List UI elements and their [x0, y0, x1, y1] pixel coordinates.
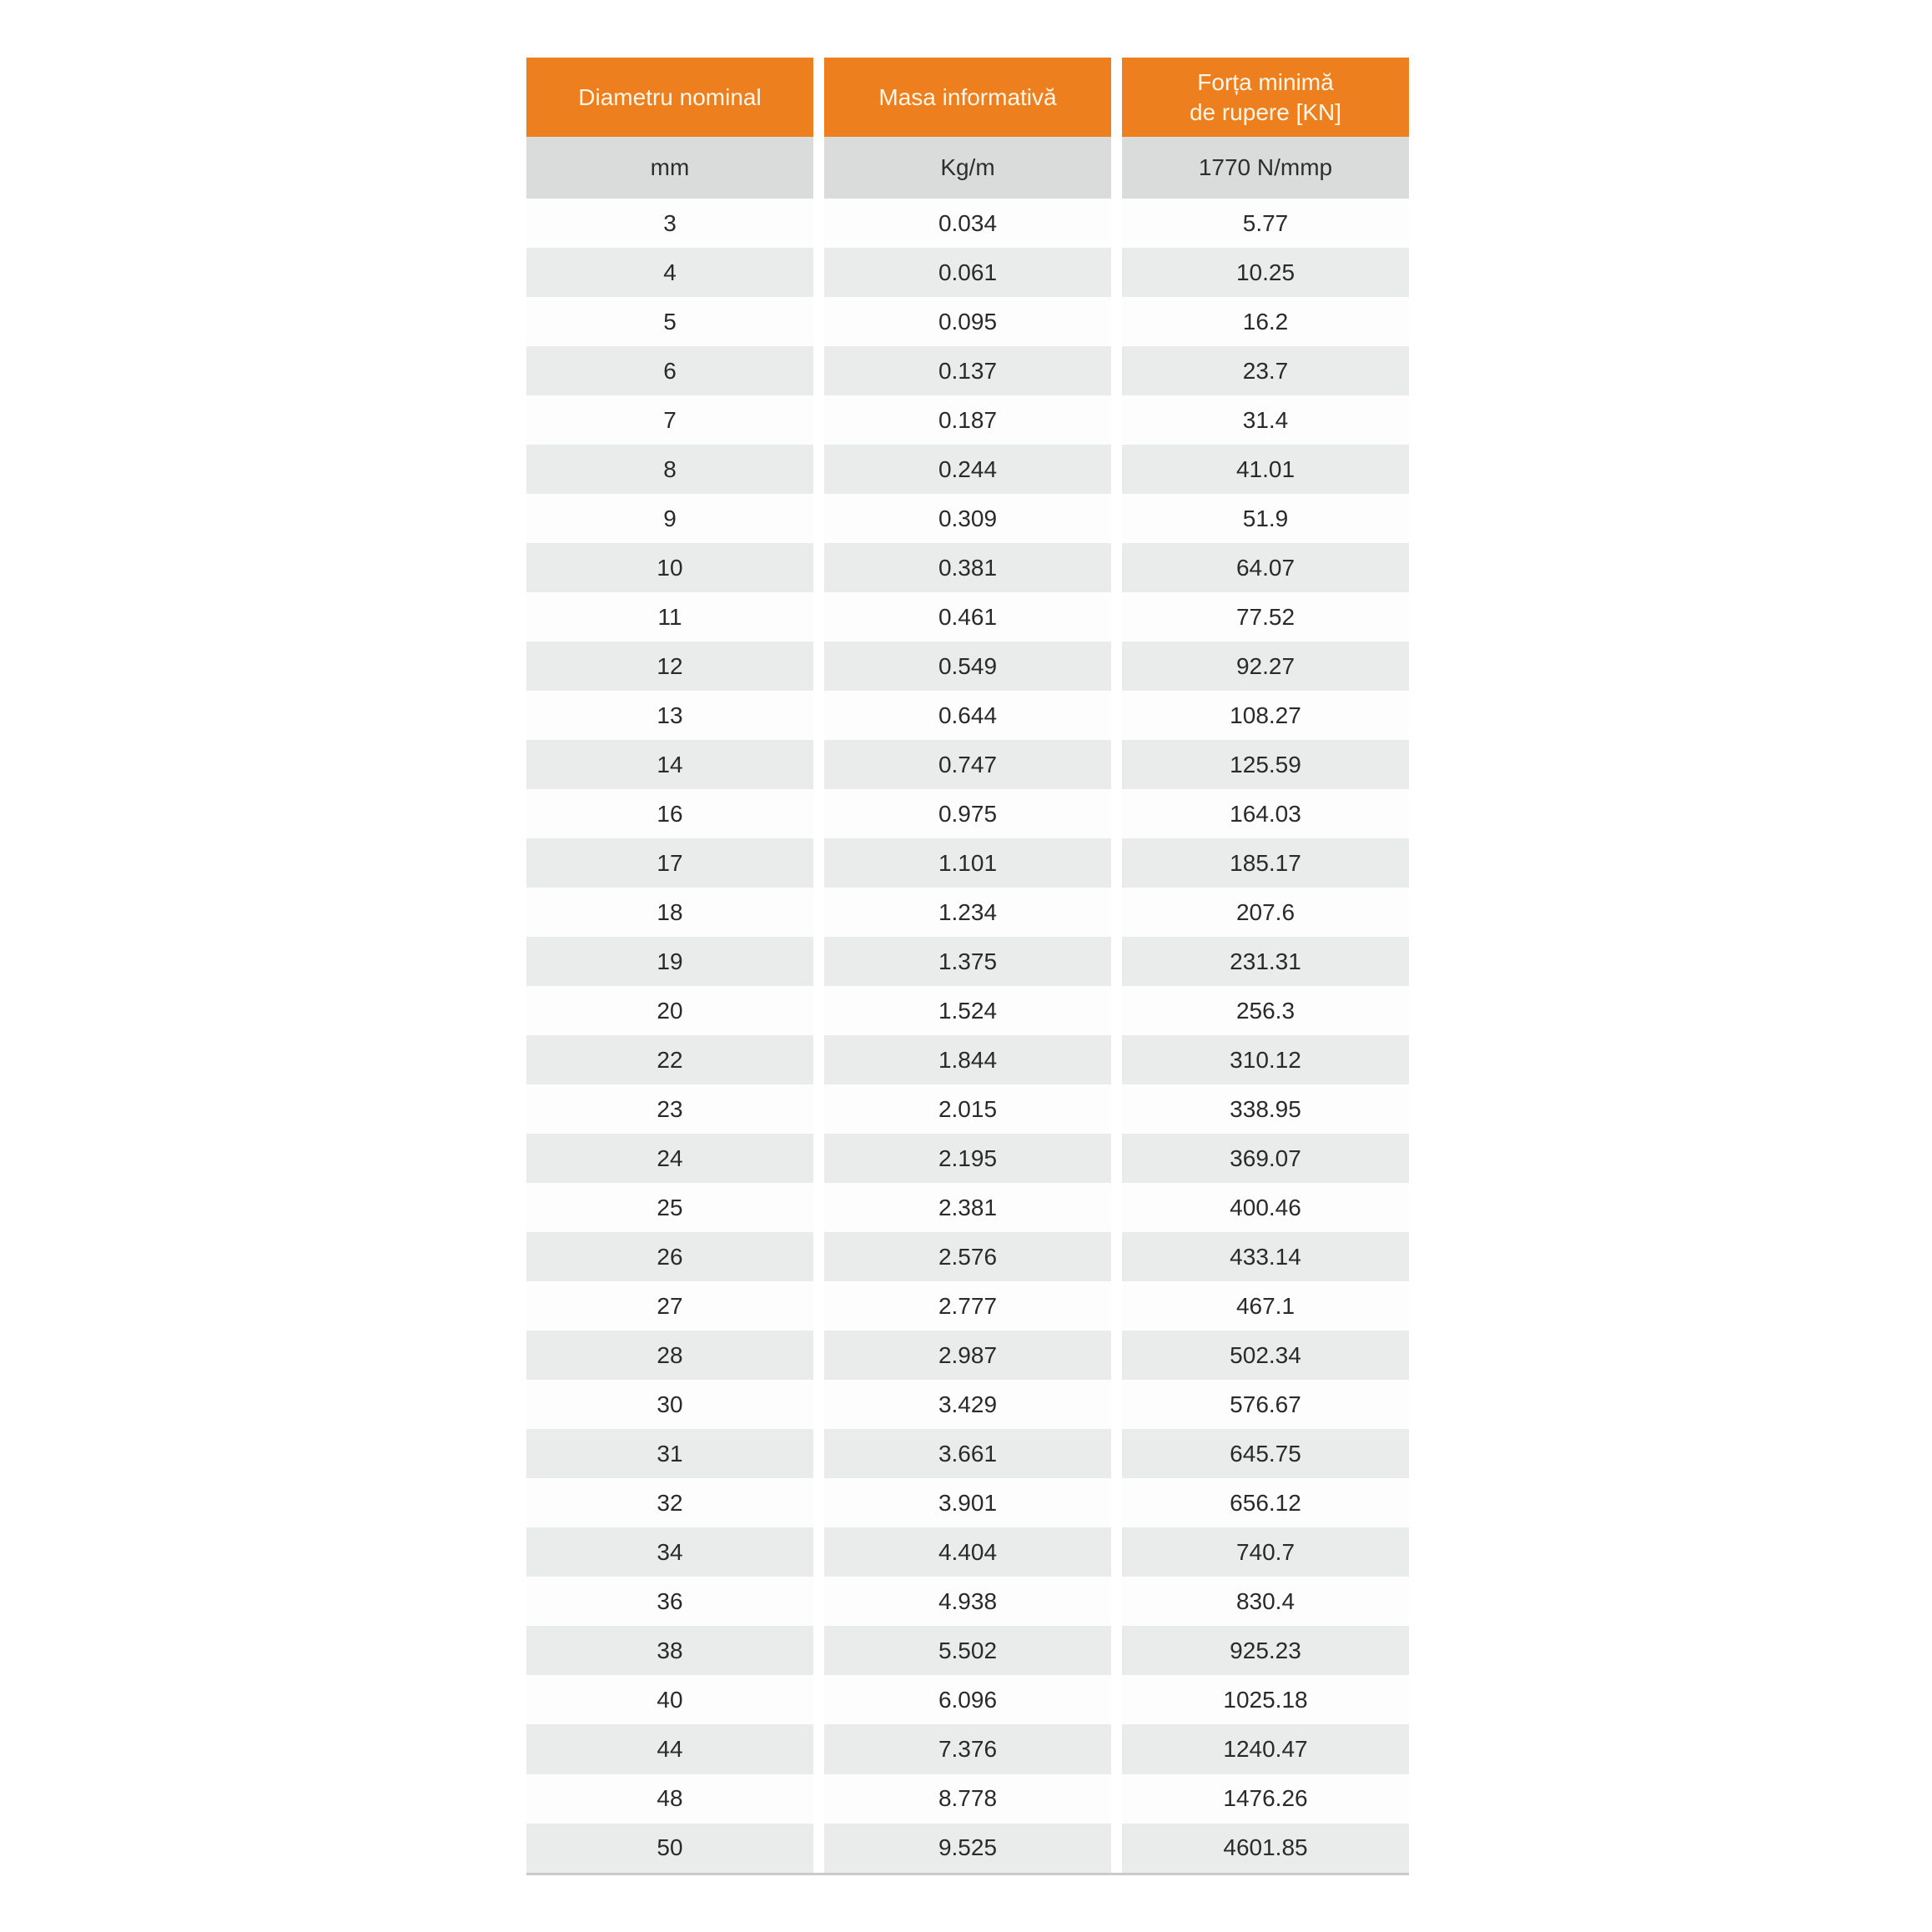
table-row [526, 1035, 1409, 1084]
cell-diameter: 13 [526, 691, 813, 740]
table-row [526, 1774, 1409, 1824]
table-row [526, 445, 1409, 494]
cell-breaking-force: 51.9 [1122, 494, 1409, 543]
cell-breaking-force: 656.12 [1122, 1478, 1409, 1527]
table-row [526, 1824, 1409, 1873]
table-row [526, 740, 1409, 789]
table-row [526, 888, 1409, 937]
cell-breaking-force: 4601.85 [1122, 1824, 1409, 1873]
table-row [526, 395, 1409, 445]
cell-diameter: 48 [526, 1774, 813, 1824]
cell-mass: 0.461 [824, 592, 1111, 641]
cell-breaking-force: 92.27 [1122, 641, 1409, 691]
cell-mass: 0.381 [824, 543, 1111, 592]
cell-mass: 8.778 [824, 1774, 1111, 1824]
cell-diameter: 32 [526, 1478, 813, 1527]
header-breaking-force-line2: de rupere [KN] [1189, 98, 1342, 125]
cell-breaking-force: 16.2 [1122, 297, 1409, 346]
cell-diameter: 50 [526, 1824, 813, 1873]
table-row [526, 986, 1409, 1035]
cell-diameter: 27 [526, 1281, 813, 1331]
cell-diameter: 44 [526, 1724, 813, 1774]
cell-diameter: 23 [526, 1084, 813, 1134]
table-row [526, 1429, 1409, 1478]
header-breaking-force-line1: Forța minimă [1197, 68, 1334, 95]
cell-mass: 0.137 [824, 346, 1111, 395]
table-row [526, 1281, 1409, 1331]
cell-mass: 3.901 [824, 1478, 1111, 1527]
table-row [526, 494, 1409, 543]
cell-breaking-force: 10.25 [1122, 248, 1409, 297]
cell-diameter: 30 [526, 1380, 813, 1429]
cell-mass: 0.187 [824, 395, 1111, 445]
table-row [526, 1084, 1409, 1134]
cell-breaking-force: 231.31 [1122, 937, 1409, 986]
table-units-row [526, 137, 1409, 199]
table-row [526, 1183, 1409, 1232]
table-row [526, 789, 1409, 838]
table-bottom-border [526, 1873, 1409, 1875]
cell-diameter: 19 [526, 937, 813, 986]
cell-breaking-force: 576.67 [1122, 1380, 1409, 1429]
table-row [526, 1232, 1409, 1281]
header-mass-label: Masa informativă [878, 83, 1057, 110]
cell-diameter: 22 [526, 1035, 813, 1084]
cell-diameter: 20 [526, 986, 813, 1035]
wire-rope-spec-table [526, 58, 1409, 1875]
header-diameter [526, 58, 813, 137]
cell-mass: 0.034 [824, 199, 1111, 248]
cell-mass: 2.777 [824, 1281, 1111, 1331]
cell-mass: 4.404 [824, 1527, 1111, 1577]
cell-breaking-force: 502.34 [1122, 1331, 1409, 1380]
table-row [526, 1675, 1409, 1724]
header-mass [824, 58, 1111, 137]
table-row [526, 1577, 1409, 1626]
cell-breaking-force: 256.3 [1122, 986, 1409, 1035]
cell-mass: 0.309 [824, 494, 1111, 543]
cell-diameter: 34 [526, 1527, 813, 1577]
cell-breaking-force: 77.52 [1122, 592, 1409, 641]
table-row [526, 297, 1409, 346]
cell-mass: 1.844 [824, 1035, 1111, 1084]
cell-mass: 6.096 [824, 1675, 1111, 1724]
cell-breaking-force: 645.75 [1122, 1429, 1409, 1478]
unit-mass: Kg/m [824, 137, 1111, 199]
table-row [526, 346, 1409, 395]
cell-diameter: 18 [526, 888, 813, 937]
cell-breaking-force: 41.01 [1122, 445, 1409, 494]
cell-breaking-force: 23.7 [1122, 346, 1409, 395]
cell-mass: 1.234 [824, 888, 1111, 937]
cell-mass: 0.747 [824, 740, 1111, 789]
cell-diameter: 28 [526, 1331, 813, 1380]
cell-breaking-force: 338.95 [1122, 1084, 1409, 1134]
table-row [526, 543, 1409, 592]
cell-mass: 9.525 [824, 1824, 1111, 1873]
cell-diameter: 3 [526, 199, 813, 248]
cell-diameter: 10 [526, 543, 813, 592]
cell-diameter: 16 [526, 789, 813, 838]
cell-mass: 5.502 [824, 1626, 1111, 1675]
cell-mass: 2.381 [824, 1183, 1111, 1232]
cell-mass: 0.549 [824, 641, 1111, 691]
cell-breaking-force: 310.12 [1122, 1035, 1409, 1084]
cell-diameter: 40 [526, 1675, 813, 1724]
cell-diameter: 8 [526, 445, 813, 494]
cell-diameter: 14 [526, 740, 813, 789]
table-row [526, 1380, 1409, 1429]
cell-diameter: 4 [526, 248, 813, 297]
unit-breaking-force: 1770 N/mmp [1122, 137, 1409, 199]
cell-mass: 2.987 [824, 1331, 1111, 1380]
cell-mass: 4.938 [824, 1577, 1111, 1626]
cell-breaking-force: 740.7 [1122, 1527, 1409, 1577]
cell-breaking-force: 1025.18 [1122, 1675, 1409, 1724]
cell-diameter: 5 [526, 297, 813, 346]
cell-diameter: 38 [526, 1626, 813, 1675]
cell-breaking-force: 830.4 [1122, 1577, 1409, 1626]
table-row [526, 1331, 1409, 1380]
unit-diameter: mm [526, 137, 813, 199]
cell-breaking-force: 108.27 [1122, 691, 1409, 740]
cell-diameter: 7 [526, 395, 813, 445]
cell-mass: 3.429 [824, 1380, 1111, 1429]
cell-diameter: 12 [526, 641, 813, 691]
cell-diameter: 25 [526, 1183, 813, 1232]
table-row [526, 641, 1409, 691]
cell-mass: 3.661 [824, 1429, 1111, 1478]
table-header-row [526, 58, 1409, 137]
table-row [526, 1527, 1409, 1577]
table-row [526, 691, 1409, 740]
cell-breaking-force: 185.17 [1122, 838, 1409, 888]
cell-breaking-force: 925.23 [1122, 1626, 1409, 1675]
cell-breaking-force: 433.14 [1122, 1232, 1409, 1281]
cell-mass: 1.524 [824, 986, 1111, 1035]
cell-mass: 2.195 [824, 1134, 1111, 1183]
cell-mass: 0.061 [824, 248, 1111, 297]
cell-mass: 0.975 [824, 789, 1111, 838]
cell-mass: 0.244 [824, 445, 1111, 494]
cell-diameter: 36 [526, 1577, 813, 1626]
table-row [526, 1724, 1409, 1774]
cell-breaking-force: 1476.26 [1122, 1774, 1409, 1824]
cell-mass: 0.644 [824, 691, 1111, 740]
cell-mass: 1.375 [824, 937, 1111, 986]
cell-breaking-force: 5.77 [1122, 199, 1409, 248]
cell-diameter: 31 [526, 1429, 813, 1478]
table-body [526, 199, 1409, 1873]
table-row [526, 592, 1409, 641]
cell-diameter: 26 [526, 1232, 813, 1281]
table-row [526, 248, 1409, 297]
cell-breaking-force: 1240.47 [1122, 1724, 1409, 1774]
table-row [526, 838, 1409, 888]
cell-breaking-force: 369.07 [1122, 1134, 1409, 1183]
table-row [526, 1134, 1409, 1183]
table-row [526, 1478, 1409, 1527]
cell-breaking-force: 64.07 [1122, 543, 1409, 592]
cell-breaking-force: 400.46 [1122, 1183, 1409, 1232]
cell-mass: 7.376 [824, 1724, 1111, 1774]
cell-diameter: 11 [526, 592, 813, 641]
table-row [526, 937, 1409, 986]
cell-breaking-force: 125.59 [1122, 740, 1409, 789]
cell-diameter: 6 [526, 346, 813, 395]
cell-breaking-force: 31.4 [1122, 395, 1409, 445]
cell-diameter: 24 [526, 1134, 813, 1183]
cell-mass: 1.101 [824, 838, 1111, 888]
cell-breaking-force: 207.6 [1122, 888, 1409, 937]
cell-diameter: 17 [526, 838, 813, 888]
table-row [526, 1626, 1409, 1675]
cell-mass: 2.576 [824, 1232, 1111, 1281]
cell-mass: 2.015 [824, 1084, 1111, 1134]
cell-breaking-force: 164.03 [1122, 789, 1409, 838]
cell-diameter: 9 [526, 494, 813, 543]
cell-breaking-force: 467.1 [1122, 1281, 1409, 1331]
cell-mass: 0.095 [824, 297, 1111, 346]
header-diameter-label: Diametru nominal [578, 83, 762, 110]
table-row [526, 199, 1409, 248]
header-breaking-force [1122, 58, 1409, 137]
